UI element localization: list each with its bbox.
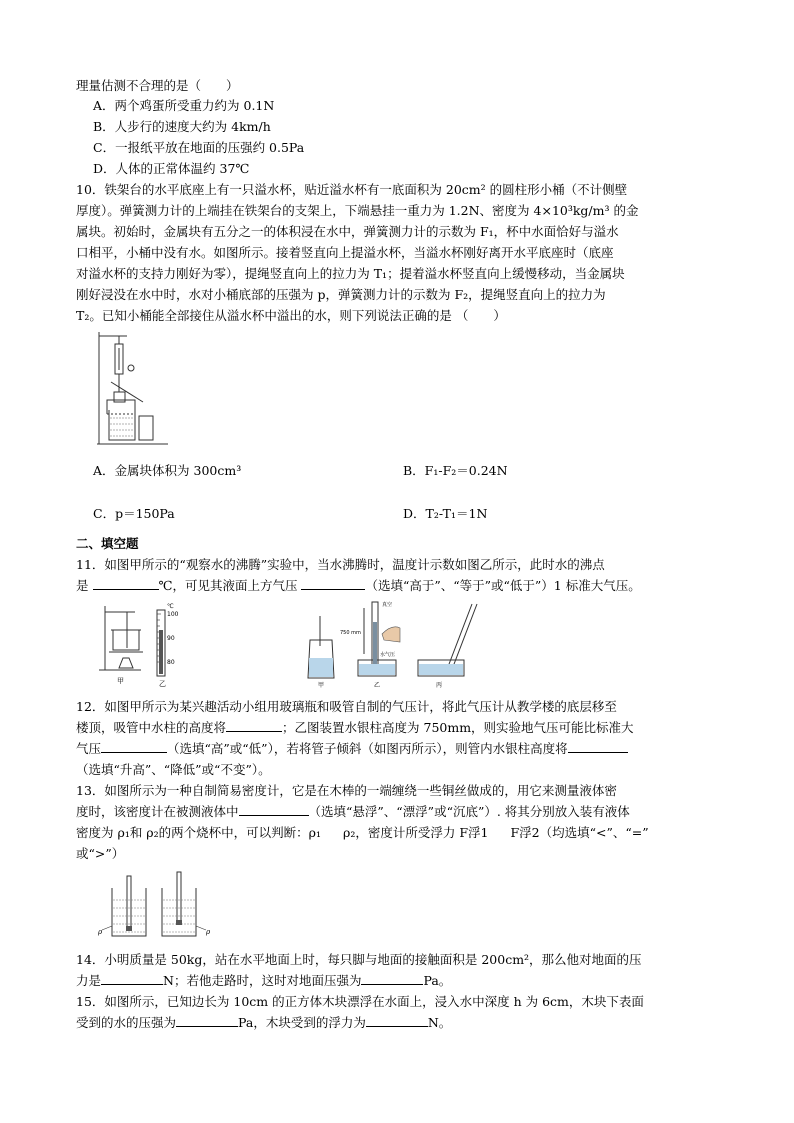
q12-line-2: 楼顶，吸管中水柱的高度将 ；乙图装置水银柱高度为 750mm，则实验地气压可能比标准大: [76, 720, 634, 735]
q13-line-1: 13．如图所示为一种自制简易密度计，它是在木棒的一端缠绕一些铜丝做成的，用它来测量液体密: [76, 783, 617, 798]
q13-line-4: 或“>”）: [76, 846, 125, 861]
fig11-label-yi: 乙: [159, 680, 166, 688]
q10-line-4: 口相平，小桶中没有水。如图所示。接着竖直向上提溢水杯，当溢水杯刚好离开水平底座时（底座: [76, 245, 614, 260]
q12-barometer-figure: [296, 598, 491, 690]
q15-blank-1[interactable]: [176, 1014, 238, 1027]
q12-line-4: （选填“升高”、“降低”或“不变”）。: [76, 762, 271, 777]
section-title-fill-blank: 二、填空题: [76, 536, 139, 551]
q9-stem: 理量估测不合理的是（ ）: [76, 78, 239, 93]
q13-hydrometer-figure: [98, 870, 216, 942]
fig12-label-yi: 乙: [374, 682, 381, 689]
q11-boiling-figure: [95, 600, 185, 688]
q10-line-6: 刚好浸没在水中时，水对小桶底部的压强为 p，弹簧测力计的示数为 F₂，提绳竖直向上的拉力为: [76, 287, 606, 302]
q11-line-2: 是 ℃，可见其液面上方气压 （选填“高于”、“等于”或“低于”）1 标准大气压。: [76, 578, 641, 593]
q10-line-1: 10．铁架台的水平底座上有一只溢水杯，贴近溢水杯有一底面积为 20cm² 的圆柱形小桶（不计侧壁: [76, 182, 628, 197]
q10-option-d: D．T₂-T₁＝1N: [403, 506, 488, 521]
q14-blank-1[interactable]: [101, 972, 163, 985]
fig11-label-jia: 甲: [117, 677, 124, 685]
q10-line-2: 厚度）。弹簧测力计的上端挂在铁架台的支架上，下端悬挂一重力为 1.2N、密度为 4×10³kg/m³ 的金: [76, 203, 639, 218]
q10-line-5: 对溢水杯的支持力刚好为零），提绳竖直向上的拉力为 T₁；提着溢水杯竖直向上缓慢移动，当金属块: [76, 266, 625, 281]
q14-line-2: 力是 N；若他走路时，这时对地面压强为 Pa。: [76, 973, 452, 988]
q10-apparatus-figure: [95, 330, 170, 446]
fig11-tick-90: 90: [167, 635, 175, 642]
q10-line-3: 属块。初始时，金属块有五分之一的体积浸在水中，弹簧测力计的示数为 F₁，杯中水面恰好与溢水: [76, 224, 619, 239]
q13-line-3: 密度为 ρ₁和 ρ₂的两个烧杯中，可以判断：ρ₁ ρ₂，密度计所受浮力 F浮1 F浮2（均选填“<”、“=”: [76, 825, 649, 840]
q10-option-a: A．金属块体积为 300cm³: [93, 463, 242, 478]
q10-option-b: B．F₁-F₂＝0.24N: [403, 463, 508, 478]
q11-line-1: 11．如图甲所示的“观察水的沸腾”实验中，当水沸腾时，温度计示数如图乙所示，此时水的沸点: [76, 557, 605, 572]
fig12-height-label: 750 mm: [340, 630, 361, 636]
q15-line-2: 受到的水的压强为 Pa，木块受到的浮力为 N。: [76, 1015, 452, 1030]
fig13-rho1: ρ: [98, 928, 103, 936]
fig12-label-bing: 丙: [436, 682, 443, 689]
q10-line-7: T₂。已知小桶能全部接住从溢水杯中溢出的水，则下列说法正确的是 （ ）: [76, 308, 506, 323]
q12-line-3: 气压 （选填“高”或“低”），若将管子倾斜（如图丙所示），则管内水银柱高度将: [76, 740, 628, 758]
q12-blank-3[interactable]: [568, 740, 628, 753]
q9-option-b: B．人步行的速度大约为 4km/h: [93, 119, 271, 134]
q12-line-1: 12．如图甲所示为某兴趣活动小组用玻璃瓶和吸管自制的气压计，将此气压计从教学楼的底层移至: [76, 699, 617, 714]
q10-option-c: C．p＝150Pa: [93, 506, 175, 521]
fig12-pressure-label: 水气压: [380, 652, 396, 658]
q14-blank-2[interactable]: [361, 972, 423, 985]
q15-blank-2[interactable]: [366, 1014, 428, 1027]
q9-option-d: D．人体的正常体温约 37℃: [93, 161, 250, 176]
q14-line-1: 14．小明质量是 50kg，站在水平地面上时，每只脚与地面的接触面积是 200cm²，那么他对地面的压: [76, 952, 642, 967]
q12-blank-2[interactable]: [101, 740, 167, 753]
q13-line-2: 度时，该密度计在被测液体中 （选填“悬浮”、“漂浮”或“沉底”）. 将其分别放入装有液体: [76, 804, 630, 819]
fig11-tick-80: 80: [167, 659, 175, 666]
q11-blank-2[interactable]: [301, 577, 365, 590]
fig13-rho2: ρ: [206, 928, 211, 936]
q9-option-a: A．两个鸡蛋所受重力约为 0.1N: [93, 98, 275, 113]
q15-line-1: 15．如图所示，已知边长为 10cm 的正方体木块漂浮在水面上，浸入水中深度 h 为 6cm，木块下表面: [76, 994, 644, 1009]
q13-blank-1[interactable]: [239, 803, 309, 816]
fig12-vacuum-label: 真空: [382, 602, 393, 608]
fig11-unit: ℃: [167, 603, 174, 610]
q9-option-c: C．一报纸平放在地面的压强约 0.5Pa: [93, 140, 305, 155]
fig12-label-jia: 甲: [318, 682, 325, 689]
q11-blank-1[interactable]: [93, 577, 159, 590]
q12-blank-1[interactable]: [226, 719, 282, 732]
fig11-tick-100: 100: [167, 611, 179, 618]
